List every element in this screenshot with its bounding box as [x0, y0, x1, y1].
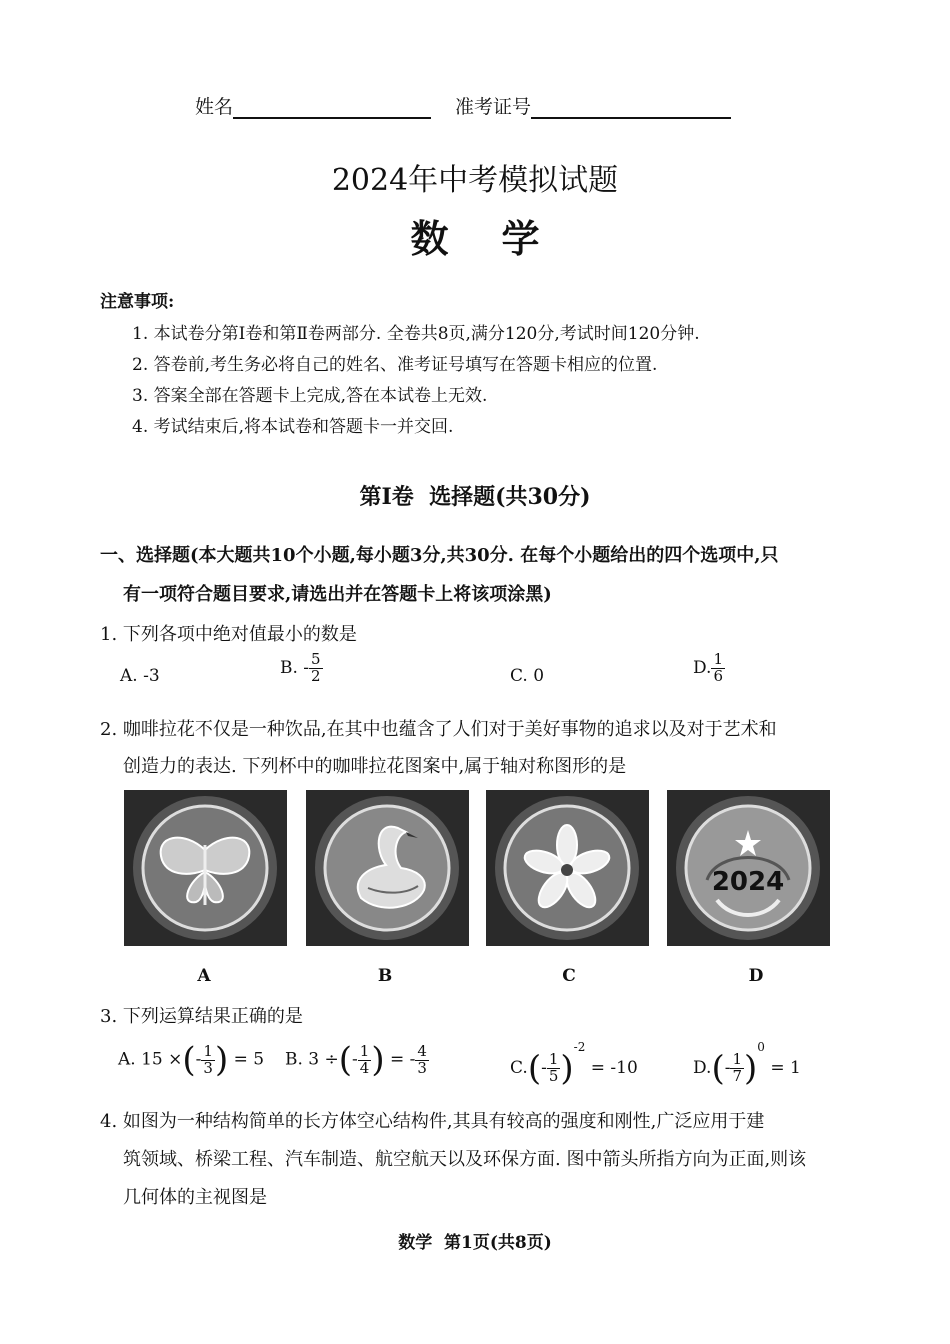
name-label: 姓名: [195, 96, 234, 118]
q4-line2: 筑领域、桥梁工程、汽车制造、航空航天以及环保方面. 图中箭头所指方向为正面,则该: [123, 1149, 807, 1170]
latte-flower-image[interactable]: [486, 790, 649, 946]
q3-c-exponent: -2: [573, 1040, 586, 1054]
q1-b-den: 2: [311, 666, 321, 685]
q3-option-d[interactable]: [693, 1040, 801, 1089]
q3-d-exponent: 0: [757, 1040, 765, 1054]
latte-2024-image[interactable]: [667, 790, 830, 946]
notice-heading: 注意事项:: [100, 292, 175, 312]
q3-b-fraction: [358, 1041, 372, 1077]
q3-d-fraction: [730, 1052, 744, 1085]
q3-a-fraction: [201, 1041, 215, 1077]
q3-a-sign: -: [195, 1049, 202, 1070]
q3-b-rnum: 4: [417, 1041, 427, 1060]
q3-b-eq: = -: [390, 1049, 416, 1070]
q3-b-sign: -: [352, 1049, 358, 1070]
notice-item-3: 3. 答案全部在答题卡上完成,答在本试卷上无效.: [132, 386, 488, 406]
section-title: 第Ⅰ卷 选择题(共30分): [359, 484, 591, 510]
q1-option-b[interactable]: [280, 652, 323, 685]
image-caption-d: D: [748, 966, 764, 986]
q3-d-post: = 1: [770, 1058, 801, 1078]
part1-line2: 有一项符合题目要求,请选出并在答题卡上将该项涂黑): [123, 584, 552, 605]
q1-d-num: 1: [713, 650, 723, 668]
latte-butterfly-image[interactable]: [124, 790, 287, 946]
q1-option-d[interactable]: [693, 652, 725, 685]
q3-c-pre: C.: [510, 1058, 528, 1078]
q3-d-sign: -: [724, 1058, 731, 1078]
q3-d-num: 1: [732, 1050, 742, 1069]
q3-c-num: 1: [548, 1050, 559, 1069]
q3-c-lparen: (: [527, 1048, 542, 1089]
image-caption-c: C: [562, 966, 576, 986]
q1-option-a[interactable]: A. -3: [120, 666, 160, 686]
latte-swan-image[interactable]: [306, 790, 469, 946]
q3-b-result-fraction: [415, 1041, 429, 1077]
q3-b-lparen: (: [338, 1040, 353, 1080]
q2-line1: 2. 咖啡拉花不仅是一种饮品,在其中也蕴含了人们对于美好事物的追求以及对于艺术和: [100, 719, 777, 740]
q3-a-num: 1: [203, 1041, 213, 1060]
page-footer: 数学 第1页(共8页): [398, 1233, 552, 1253]
image-caption-a: A: [197, 966, 211, 986]
id-label: 准考证号: [455, 96, 532, 118]
q3-d-rparen: ): [744, 1048, 758, 1089]
notice-item-2: 2. 答卷前,考生务必将自己的姓名、准考证号填写在答题卡相应的位置.: [132, 355, 658, 375]
id-field: [455, 92, 731, 119]
q3-c-den: 5: [548, 1067, 559, 1085]
q3-a-rparen: ): [214, 1040, 229, 1080]
q3-c-fraction: [547, 1052, 561, 1085]
q3-b-rparen: ): [371, 1040, 385, 1080]
id-blank[interactable]: [531, 99, 731, 119]
q3-b-pre: B. 3 ÷: [285, 1049, 339, 1070]
q3-b-den: 4: [359, 1058, 370, 1077]
name-field: [195, 92, 431, 119]
q3-d-den: 7: [732, 1067, 742, 1085]
q2-line2: 创造力的表达. 下列杯中的咖啡拉花图案中,属于轴对称图形的是: [123, 756, 627, 777]
q1-d-den: 6: [713, 666, 723, 685]
q3-a-pre: A. 15 ×: [118, 1049, 183, 1070]
part1-line1: 一、选择题(本大题共10个小题,每小题3分,共30分. 在每个小题给出的四个选项中,只: [100, 545, 779, 566]
q3-a-den: 3: [203, 1058, 213, 1077]
q3-option-c[interactable]: [510, 1040, 638, 1089]
page-title: 2024年中考模拟试题: [331, 163, 619, 198]
subject-title: 数 学: [410, 216, 540, 261]
q3-c-rparen: ): [560, 1048, 574, 1089]
q1-b-num: 5: [311, 650, 321, 668]
q4-line1: 4. 如图为一种结构简单的长方体空心结构件,其具有较高的强度和刚性,广泛应用于建: [100, 1111, 765, 1132]
q3-c-post: = -10: [590, 1058, 638, 1078]
q4-line3: 几何体的主视图是: [123, 1187, 267, 1208]
q3-b-num: 1: [359, 1041, 370, 1060]
notice-item-1: 1. 本试卷分第Ⅰ卷和第Ⅱ卷两部分. 全卷共8页,满分120分,考试时间120分钟.: [132, 324, 700, 344]
q1-d-fraction: [711, 652, 725, 685]
name-blank[interactable]: [233, 99, 431, 119]
q3-stem: 3. 下列运算结果正确的是: [100, 1006, 303, 1027]
image-caption-b: B: [377, 966, 393, 986]
q3-a-post: = 5: [233, 1049, 265, 1070]
q1-d-prefix: D.: [693, 657, 712, 678]
q1-option-c[interactable]: C. 0: [510, 666, 545, 686]
q3-option-a[interactable]: [118, 1040, 264, 1080]
latte-2024-text: 2024: [711, 867, 785, 897]
q3-b-rden: 3: [417, 1058, 427, 1077]
q1-b-prefix: B. -: [280, 657, 310, 678]
q3-d-lparen: (: [711, 1048, 725, 1089]
q1-b-fraction: [309, 652, 323, 685]
q1-stem: 1. 下列各项中绝对值最小的数是: [100, 624, 357, 645]
q3-option-b[interactable]: [285, 1040, 429, 1080]
q3-c-sign: -: [541, 1058, 547, 1078]
q3-a-lparen: (: [182, 1040, 196, 1080]
q3-d-pre: D.: [693, 1058, 712, 1078]
notice-item-4: 4. 考试结束后,将本试卷和答题卡一并交回.: [132, 417, 454, 437]
